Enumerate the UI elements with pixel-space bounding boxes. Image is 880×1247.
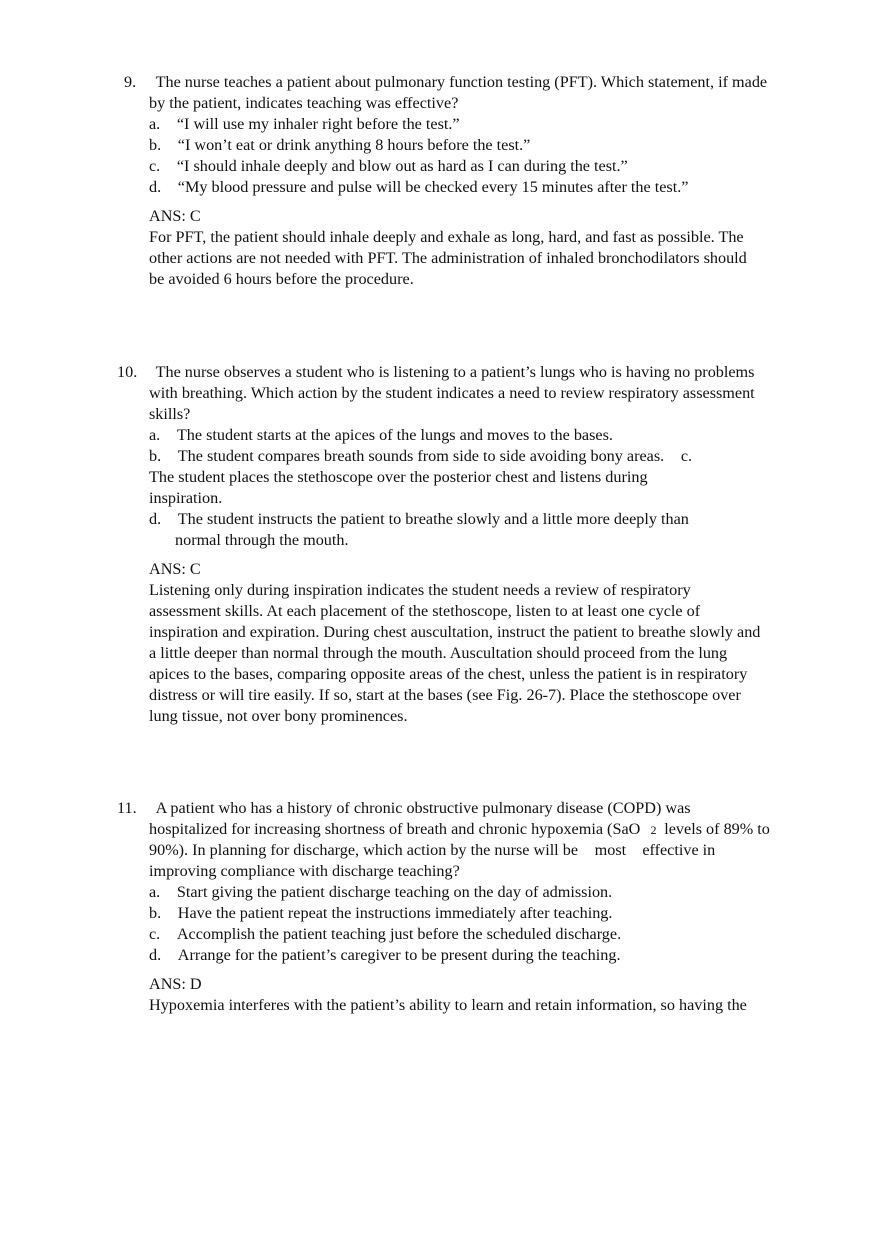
missing-glyph-box: [640, 822, 644, 837]
question-stem-line: A patient who has a history of chronic obstructive pulmonary disease (COPD) was: [143, 799, 682, 817]
question-number: 10.: [117, 363, 138, 381]
rationale-line: apices to the bases, comparing opposite areas of the chest, unless the patient is in respiratory: [149, 665, 748, 683]
option-d: d. “My blood pressure and pulse will be checked every 15 minutes after the test.”: [149, 178, 680, 196]
option-c-continued: inspiration.: [149, 489, 223, 507]
option-a: a. “I will use my inhaler right before the test.”: [149, 115, 452, 133]
question-number: 9.: [124, 73, 137, 91]
subscript-2: 2: [643, 823, 650, 837]
rationale-line: lung tissue, not over bony prominences.: [149, 707, 408, 725]
question-stem-line: improving compliance with discharge teaching?: [149, 862, 460, 880]
option-c: c. “I should inhale deeply and blow out as hard as I can during the test.”: [149, 157, 620, 175]
rationale-line: assessment skills. At each placement of the stethoscope, listen to at least one cycle of: [149, 602, 701, 620]
rationale-line: Hypoxemia interferes with the patient’s ability to learn and retain information, so having the: [149, 996, 747, 1014]
question-number: 11.: [117, 799, 137, 817]
option-d: d. The student instructs the patient to breathe slowly and a little more deeply than: [149, 510, 681, 528]
question-stem-line: 90%). In planning for discharge, which action by the nurse will be most effective in: [149, 841, 707, 859]
option-a: a. The student starts at the apices of the lungs and moves to the bases.: [149, 426, 605, 444]
rationale-line: For PFT, the patient should inhale deeply and exhale as long, hard, and fast as possible. The: [149, 228, 744, 246]
missing-glyph-box: [649, 826, 653, 837]
rationale-line: Listening only during inspiration indicates the student needs a review of respiratory: [149, 581, 691, 599]
answer-key: ANS: C: [149, 560, 201, 578]
option-d: d. Arrange for the patient’s caregiver to be present during the teaching.: [149, 946, 612, 964]
question-stem-line: The nurse teaches a patient about pulmonary function testing (PFT). Which statement, if made: [143, 73, 759, 91]
option-b: b. The student compares breath sounds from side to side avoiding bony areas. c.: [149, 447, 675, 465]
rationale-line: distress or will tire easily. If so, start at the bases (see Fig. 26-7). Place the stethoscope over: [149, 686, 741, 704]
option-b: b. Have the patient repeat the instructions immediately after teaching.: [149, 904, 604, 922]
option-a: a. Start giving the patient discharge teaching on the day of admission.: [149, 883, 604, 901]
answer-key: ANS: D: [149, 975, 202, 993]
stem-text: levels of 89% to: [652, 820, 758, 838]
option-d-continued: normal through the mouth.: [175, 531, 349, 549]
option-c: c. Accomplish the patient teaching just before the scheduled discharge.: [149, 925, 612, 943]
rationale-line: be avoided 6 hours before the procedure.: [149, 270, 414, 288]
answer-key: ANS: C: [149, 207, 201, 225]
question-stem-line: skills?: [149, 405, 191, 423]
rationale-line: inspiration and expiration. During chest auscultation, instruct the patient to breathe slowly and: [149, 623, 761, 641]
option-c: The student places the stethoscope over the posterior chest and listens during: [149, 468, 648, 486]
option-b: b. “I won’t eat or drink anything 8 hours before the test.”: [149, 136, 522, 154]
question-stem-line: with breathing. Which action by the student indicates a need to review respiratory assessment: [149, 384, 755, 402]
rationale-line: other actions are not needed with PFT. The administration of inhaled bronchodilators should: [149, 249, 747, 267]
question-stem-line: The nurse observes a student who is listening to a patient’s lungs who is having no problems: [143, 363, 746, 381]
stem-text: hospitalized for increasing shortness of breath and chronic hypoxemia (SaO: [149, 820, 641, 838]
rationale-line: a little deeper than normal through the mouth. Auscultation should proceed from the lung: [149, 644, 728, 662]
question-stem-line: by the patient, indicates teaching was effective?: [149, 94, 459, 112]
